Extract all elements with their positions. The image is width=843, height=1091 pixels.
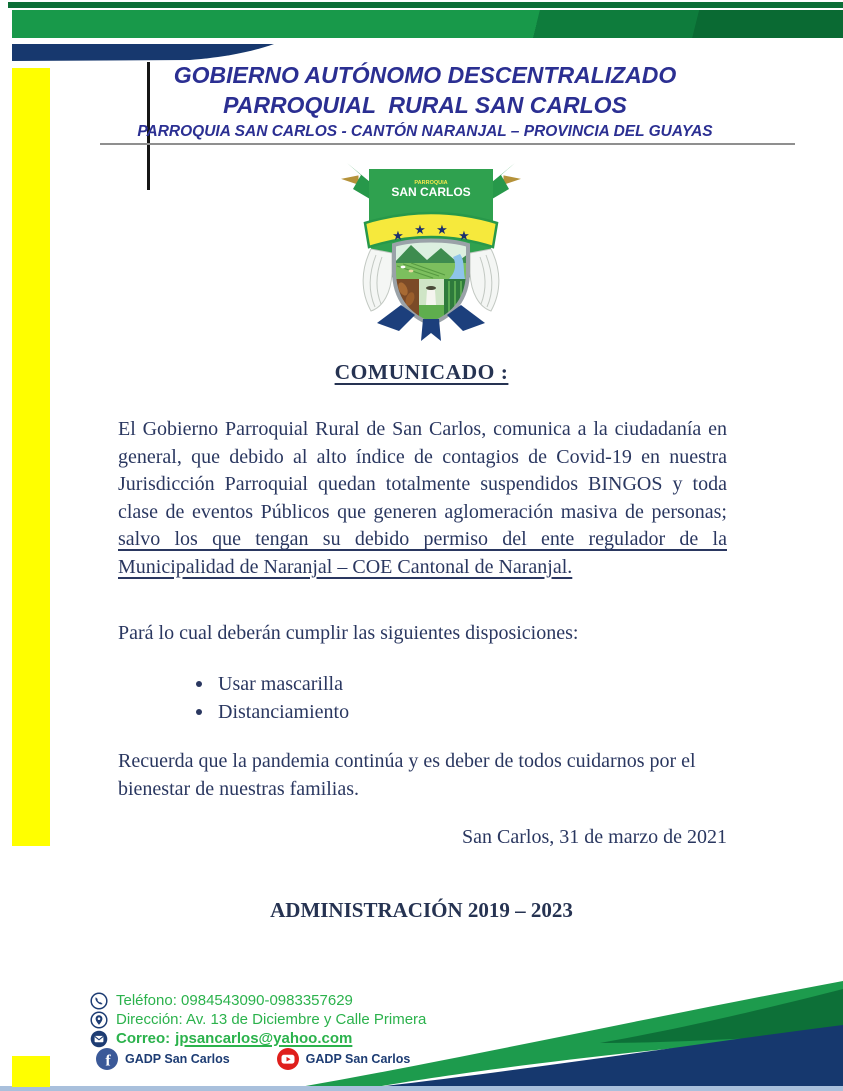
list-item (196, 698, 349, 726)
facebook-label: GADP San Carlos (125, 1052, 230, 1066)
letterhead-line2: PARROQUIAL RURAL SAN CARLOS (223, 92, 627, 118)
bottom-border-line (0, 1086, 843, 1091)
letterhead-line3: PARROQUIA SAN CARLOS - CANTÓN NARANJAL – PROVINCIA DEL GUAYAS (137, 123, 713, 140)
date-line: San Carlos, 31 de marzo de 2021 (462, 826, 727, 848)
document-title: COMUNICADO : (334, 360, 509, 384)
header-divider-line (100, 143, 795, 145)
email-label: Correo: (116, 1030, 171, 1047)
list-item (196, 670, 349, 698)
bottom-yellow-square (12, 1056, 50, 1087)
top-dark-green-strip (8, 2, 843, 8)
paragraph-closing: Recuerda que la pandemia continúa y es deber de todos cuidarnos por el bienestar de nuestras familias. (118, 750, 696, 800)
logo-parroquia-label: PARROQUIA (414, 180, 448, 186)
paragraph-main-normal: El Gobierno Parroquial Rural de San Carlos, comunica a la ciudadanía en general, que debido al alto índice de contagios de Covid-19 en nuestra Jurisdicción Parroquial quedan totalmente suspendidos BINGOS y toda clase de eventos Públicos que generen aglomeración masiva de personas; (118, 418, 727, 523)
dispositions-list (196, 670, 349, 726)
coat-of-arms (341, 157, 521, 347)
email-link[interactable]: jpsancarlos@yahoo.com (175, 1030, 353, 1047)
svg-text:f: f (105, 1052, 111, 1070)
letterhead-line1: GOBIERNO AUTÓNOMO DESCENTRALIZADO (173, 62, 677, 88)
letterhead (110, 60, 740, 144)
paragraph-dispositions: Pará lo cual deberán cumplir las siguientes disposiciones: (118, 622, 579, 644)
paragraph-main (118, 416, 727, 581)
svg-text:★: ★ (414, 223, 426, 238)
logo-san-carlos-label: SAN CARLOS (391, 185, 471, 199)
svg-text:★: ★ (458, 229, 470, 244)
svg-text:★: ★ (392, 229, 404, 244)
list-item-label: Distanciamiento (218, 701, 350, 723)
left-yellow-stripe (12, 68, 50, 846)
bullet-icon (196, 709, 202, 715)
youtube-label: GADP San Carlos (305, 1052, 411, 1066)
bullet-icon (196, 681, 202, 687)
list-item-label: Usar mascarilla (218, 673, 343, 695)
bottom-swoosh-shape (0, 981, 843, 1087)
top-green-bar (12, 10, 843, 38)
address-label: Dirección: Av. 13 de Diciembre y Calle Primera (116, 1011, 427, 1028)
phone-label: Teléfono: 0984543090-0983357629 (116, 992, 353, 1009)
svg-text:★: ★ (436, 223, 448, 238)
paragraph-main-underlined: salvo los que tengan su debido permiso del ente regulador de la Municipalidad de Naranjal – COE Cantonal de Naranjal. (118, 528, 727, 578)
administration-title: ADMINISTRACIÓN 2019 – 2023 (270, 898, 573, 922)
